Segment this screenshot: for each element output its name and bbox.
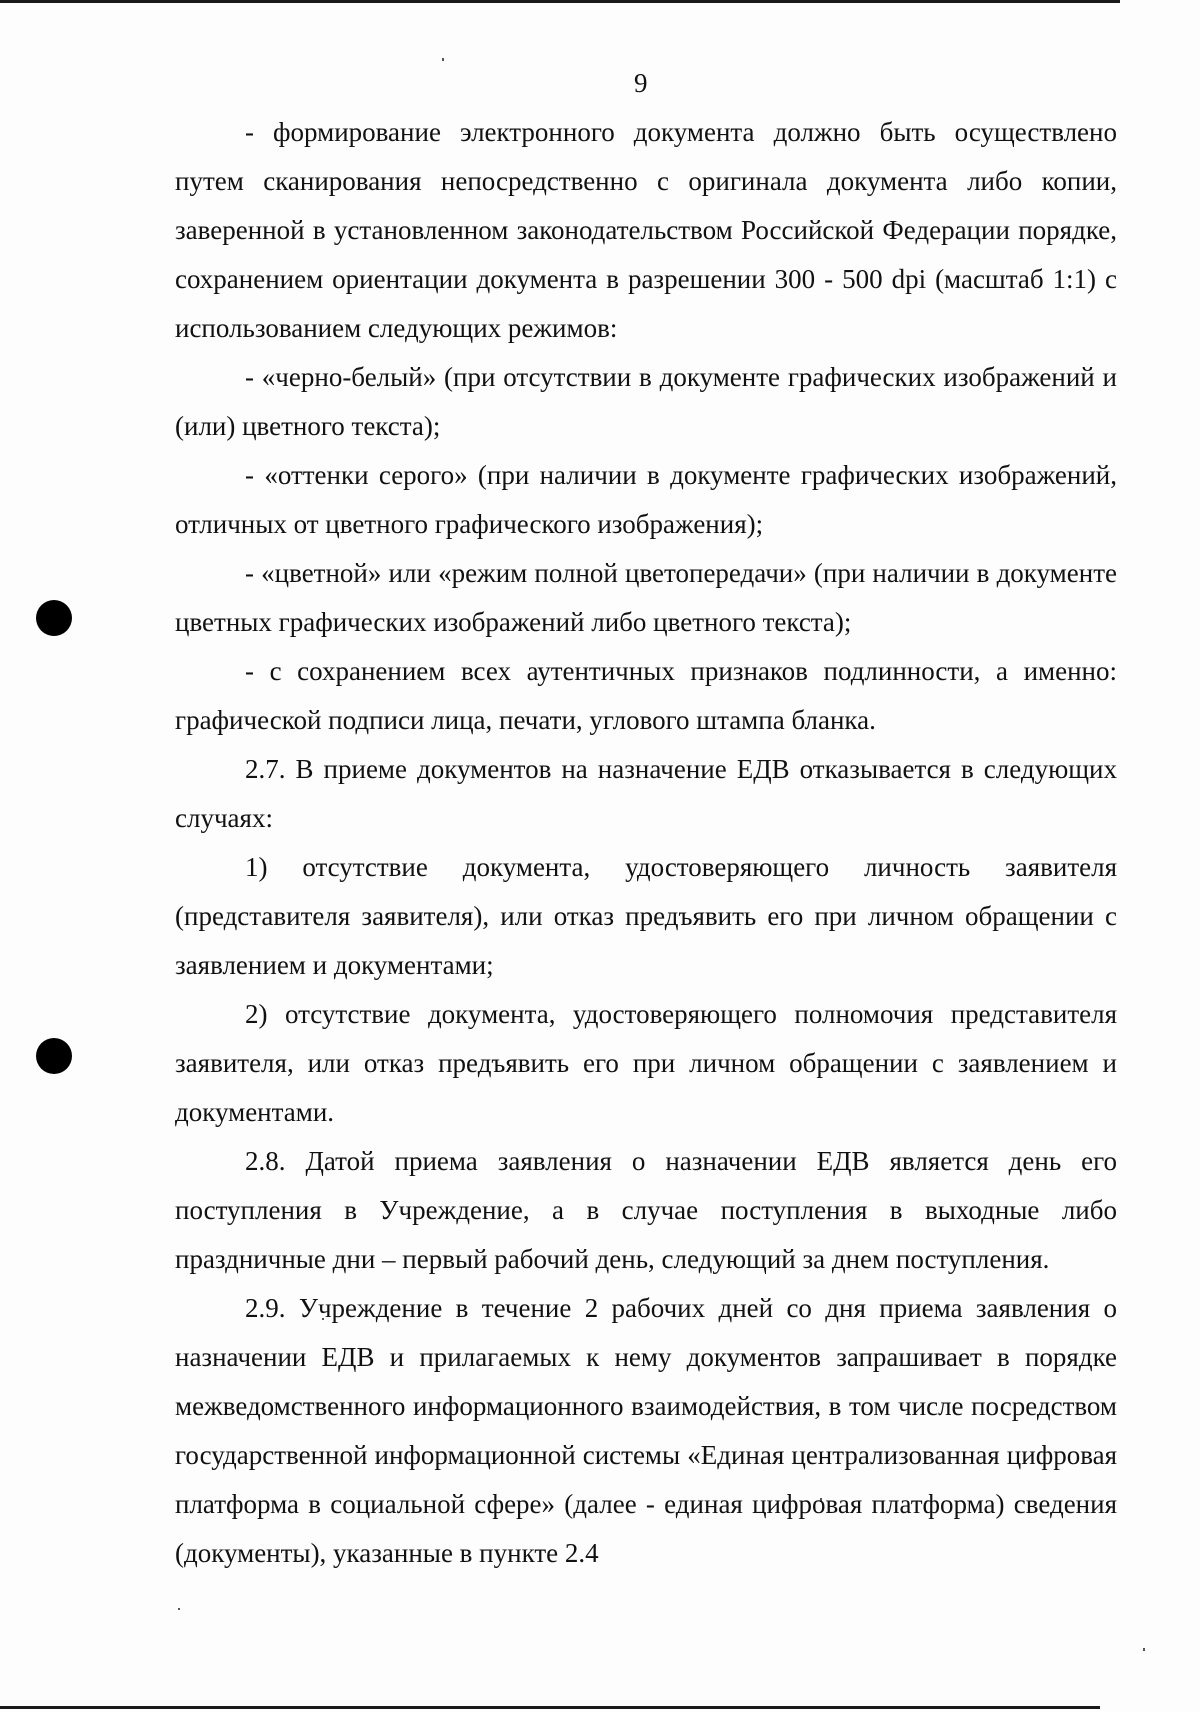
punch-hole: [36, 600, 72, 636]
paragraph: - «оттенки серого» (при наличии в документе графических изображений, отличных от цветного графического изображения);: [175, 460, 1117, 539]
scan-speck: [1143, 1648, 1145, 1651]
paragraph: - «черно-белый» (при отсутствии в документе графических изображений и (или) цветного текста);: [175, 362, 1117, 441]
paragraph: - формирование электронного документа должно быть осуществлено путем сканирования непосредственно с оригинала документа либо копии, заверенной в установленном законодательством Российской Федерации порядке, сохранением ориентации документа в разрешении 300 - 500 dpi (масштаб 1:1) с использованием следующих режимов:: [175, 117, 1117, 343]
paragraph: 2) отсутствие документа, удостоверяющего полномочия представителя заявителя, или отказ предъявить его при личном обращении с заявлением и документами.: [175, 999, 1117, 1127]
scan-speck: [442, 58, 444, 61]
scan-speck: [178, 1608, 180, 1610]
body-text: [175, 108, 1117, 1578]
scan-edge-bottom: [0, 1706, 1100, 1709]
paragraph: - «цветной» или «режим полной цветопередачи» (при наличии в документе цветных графических изображений либо цветного текста);: [175, 558, 1117, 637]
page-number: 9: [634, 68, 648, 98]
paragraph: 2.8. Датой приема заявления о назначении ЕДВ является день его поступления в Учреждение, а в случае поступления в выходные либо праздничные дни – первый рабочий день, следующий за днем поступления.: [175, 1146, 1117, 1274]
punch-hole: [36, 1038, 72, 1074]
paragraph: 1) отсутствие документа, удостоверяющего личность заявителя (представителя заявителя), или отказ предъявить его при личном обращении с заявлением и документами;: [175, 852, 1117, 980]
scan-edge-top: [0, 0, 1120, 3]
paragraph: 2.7. В приеме документов на назначение ЕДВ отказывается в следующих случаях:: [175, 754, 1117, 833]
paragraph: 2.9. Учреждение в течение 2 рабочих дней со дня приема заявления о назначении ЕДВ и прилагаемых к нему документов запрашивает в порядке межведомственного информационного взаимодействия, в том числе посредством государственной информационной системы «Единая централизованная цифровая платформа в социальной сфере» (далее - единая цифровая платформа) сведения (документы), указанные в пункте 2.4: [175, 1293, 1117, 1568]
paragraph: - с сохранением всех аутентичных признаков подлинности, а именно: графической подписи лица, печати, углового штампа бланка.: [175, 656, 1117, 735]
